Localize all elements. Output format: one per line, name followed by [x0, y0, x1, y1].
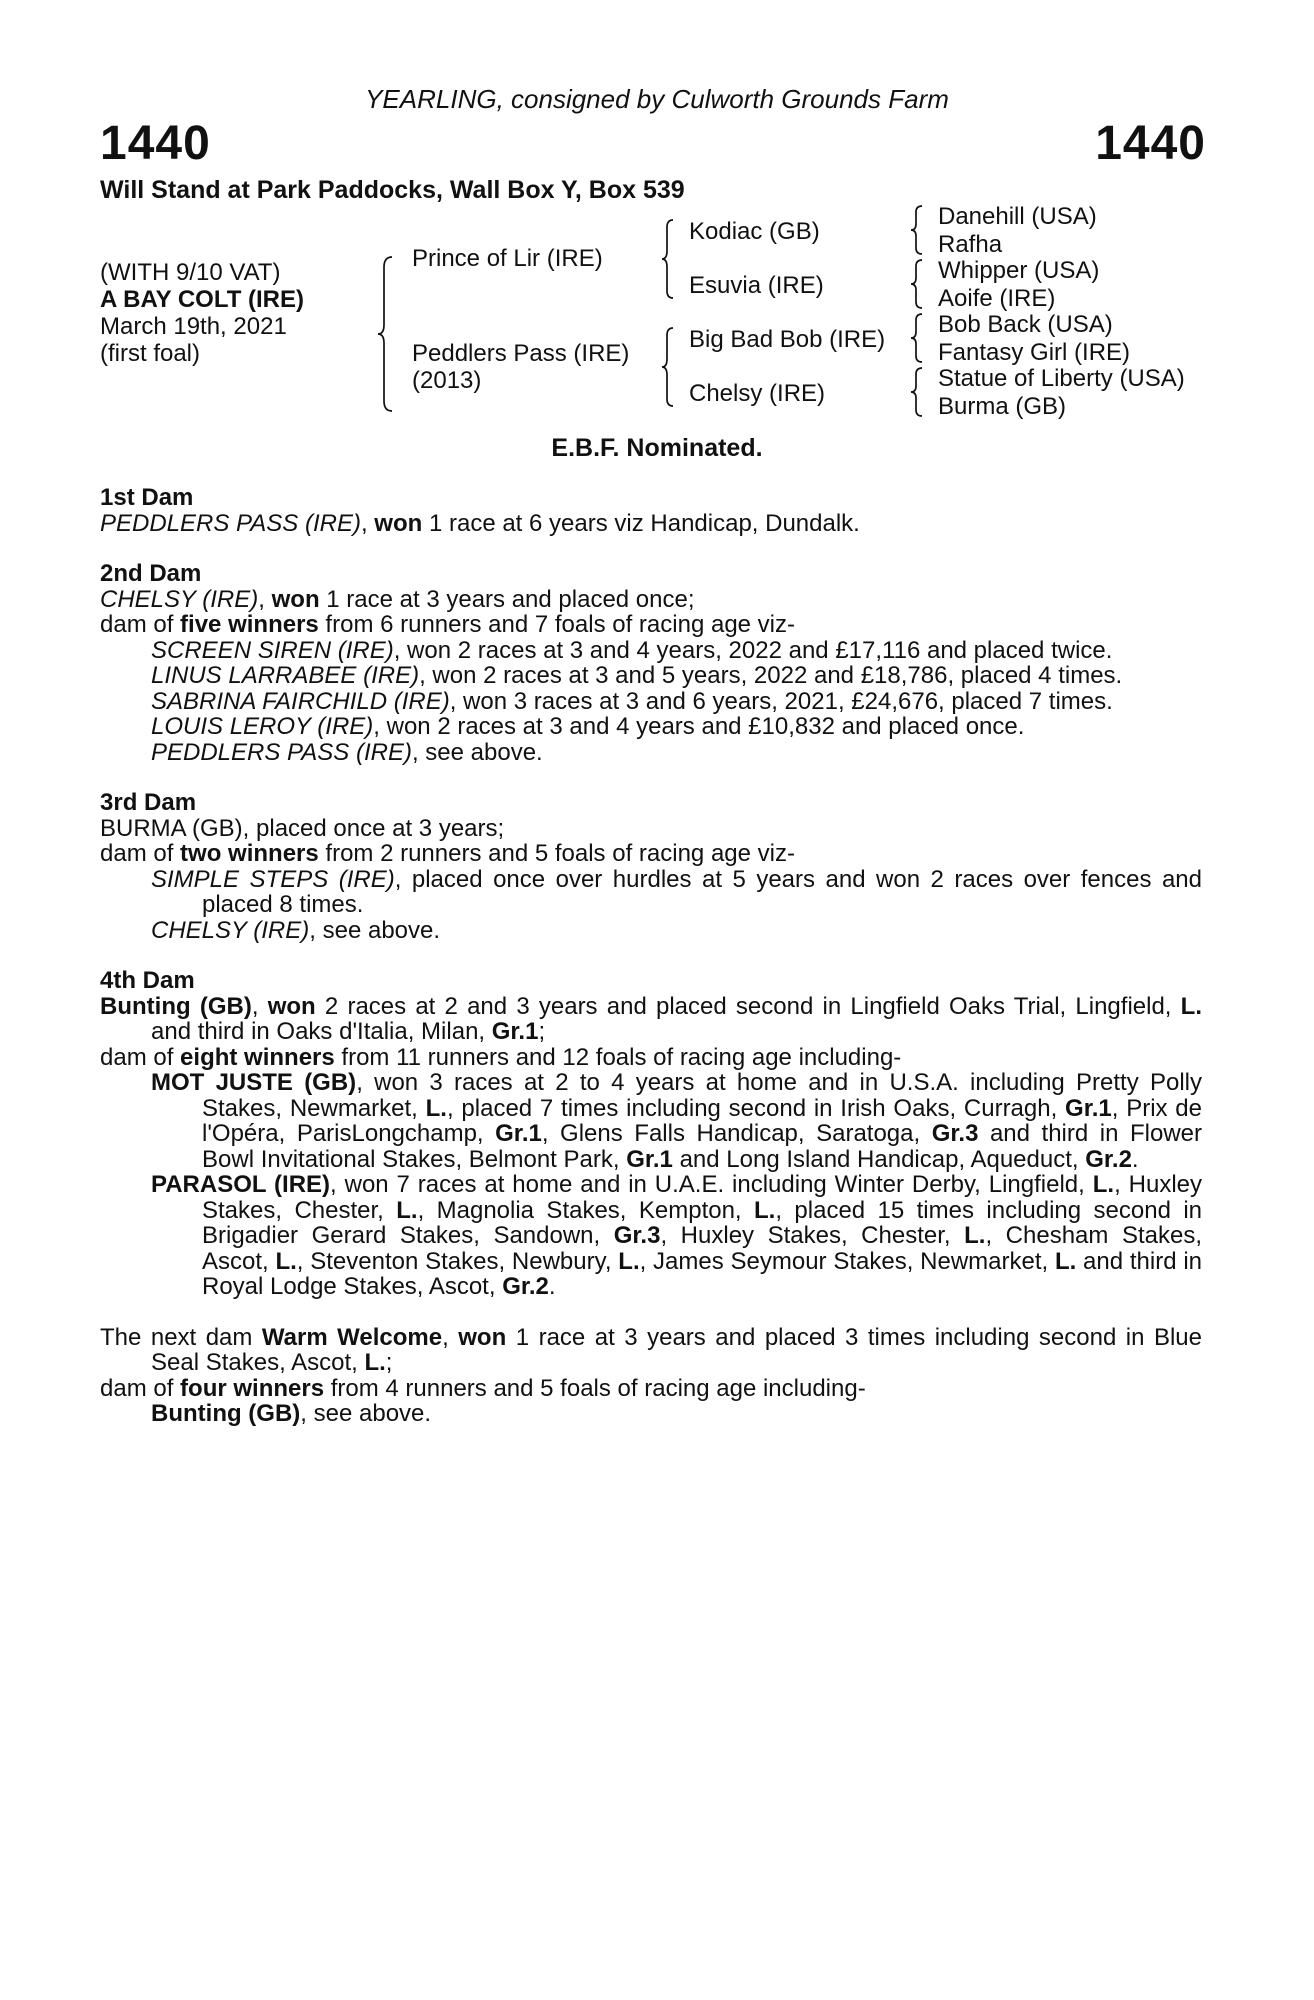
- ggp-aoife: Aoife (IRE): [938, 285, 1056, 312]
- offspring-line: PEDDLERS PASS (IRE), see above.: [151, 738, 543, 766]
- offspring-line: LINUS LARRABEE (IRE), won 2 races at 3 and 5 years, 2022 and £18,786, placed 4 times.: [151, 662, 1123, 689]
- offspring-line: SCREEN SIREN (IRE), won 2 races at 3 and 4 years, 2022 and £17,116 and placed twice.: [151, 636, 1113, 664]
- next-dam-produce: dam of four winners from 4 runners and 5 foals of racing age including-: [100, 1374, 866, 1402]
- third-dam-title: 3rd Dam: [100, 789, 197, 816]
- stand-location: Will Stand at Park Paddocks, Wall Box Y, Box 539: [100, 176, 685, 204]
- offspring-line: Bunting (GB), see above.: [151, 1400, 432, 1427]
- brace-g2: [909, 258, 925, 310]
- ggp-danehill: Danehill (USA): [938, 203, 1097, 230]
- lot-number-right: 1440: [1095, 117, 1206, 170]
- sire-dam: Esuvia (IRE): [689, 272, 824, 299]
- offspring-line: CHELSY (IRE), see above.: [151, 916, 441, 944]
- second-dam-title: 2nd Dam: [100, 560, 202, 587]
- second-dam-produce: dam of five winners from 6 runners and 7 foals of racing age viz-: [100, 611, 796, 638]
- fourth-dam-title: 4th Dam: [100, 967, 195, 994]
- second-dam-line: CHELSY (IRE), won 1 race at 3 years and placed once;: [100, 585, 695, 613]
- fourth-dam-line: Bunting (GB), won 2 races at 2 and 3 years and placed second in Lingfield Oaks Trial, Lingfield, L. and third in Oaks d'Italia, Milan, Gr.1;: [100, 992, 1202, 1045]
- brace-g1: [909, 204, 925, 256]
- offspring-line: LOUIS LEROY (IRE), won 2 races at 3 and 4 years and £10,832 and placed once.: [151, 713, 1025, 740]
- offspring-mot-juste: MOT JUSTE (GB), won 3 races at 2 to 4 years at home and in U.S.A. including Pretty Polly Stakes, Newmarket, L., placed 7 times including second in Irish Oaks, Curragh, Gr.1, Prix de l'Opéra, ParisLongchamp, Gr.1, Glens Falls Handicap, Saratoga, Gr.3 and third in Flower Bowl Invitational Stakes, Belmont Park, Gr.1 and Long Island Handicap, Aqueduct, Gr.2.: [151, 1069, 1203, 1173]
- foal-note: (first foal): [100, 340, 201, 367]
- catalogue-body: [100, 485, 1202, 1427]
- ggp-fantasy-girl: Fantasy Girl (IRE): [938, 339, 1131, 366]
- sire-sire: Kodiac (GB): [689, 218, 820, 245]
- foaling-date: March 19th, 2021: [100, 313, 287, 340]
- offspring-line: SIMPLE STEPS (IRE), placed once over hurdles at 5 years and won 2 races over fences and placed 8 times.: [151, 865, 1202, 918]
- dam-sire: Big Bad Bob (IRE): [689, 326, 886, 353]
- offspring-parasol: PARASOL (IRE), won 7 races at home and in U.A.E. including Winter Derby, Lingfield, L., Huxley Stakes, Chester, L., Magnolia Stakes, Kempton, L., placed 15 times including second in Brigadier Gerard Stakes, Sandown, Gr.3, Huxley Stakes, Chester, L., Chesham Stakes, Ascot, L., Steventon Stakes, Newbury, L., James Seymour Stakes, Newmarket, L. and third in Royal Lodge Stakes, Ascot, Gr.2.: [151, 1171, 1203, 1300]
- third-dam-line: BURMA (GB), placed once at 3 years;: [100, 814, 505, 842]
- ggp-whipper: Whipper (USA): [938, 257, 1100, 284]
- fourth-dam-produce: dam of eight winners from 11 runners and 12 foals of racing age including-: [100, 1043, 902, 1071]
- offspring-line: SABRINA FAIRCHILD (IRE), won 3 races at 3 and 6 years, 2021, £24,676, placed 7 times.: [151, 687, 1113, 715]
- first-dam-line: PEDDLERS PASS (IRE), won 1 race at 6 years viz Handicap, Dundalk.: [100, 509, 860, 537]
- brace-dam-parents: [660, 326, 676, 408]
- fourth-dam-section: [100, 968, 1202, 1300]
- brace-g4: [909, 366, 925, 418]
- dam-name: Peddlers Pass (IRE): [412, 340, 630, 367]
- ggp-bob-back: Bob Back (USA): [938, 311, 1113, 338]
- brace-g3: [909, 312, 925, 364]
- brace-parents: [376, 255, 396, 413]
- horse-name: A BAY COLT (IRE): [100, 286, 305, 313]
- ggp-burma: Burma (GB): [938, 393, 1067, 420]
- dam-dam: Chelsy (IRE): [689, 380, 826, 407]
- next-dam-section: [100, 1325, 1202, 1427]
- next-dam-line: The next dam Warm Welcome, won 1 race at 3 years and placed 3 times including second in Blue Seal Stakes, Ascot, L.;: [100, 1323, 1203, 1376]
- ebf-nominated: E.B.F. Nominated.: [551, 434, 763, 462]
- consignor-line: YEARLING, consigned by Culworth Grounds Farm: [365, 84, 949, 114]
- third-dam-produce: dam of two winners from 2 runners and 5 foals of racing age viz-: [100, 840, 795, 867]
- brace-sire-parents: [660, 218, 676, 300]
- dam-year: (2013): [412, 367, 482, 394]
- ggp-rafha: Rafha: [938, 231, 1003, 258]
- ggp-statue-of-liberty: Statue of Liberty (USA): [938, 365, 1185, 392]
- third-dam-section: [100, 790, 1202, 943]
- second-dam-section: [100, 561, 1202, 765]
- first-dam-title: 1st Dam: [100, 484, 194, 511]
- lot-number-left: 1440: [100, 117, 211, 170]
- vat-note: (WITH 9/10 VAT): [100, 259, 281, 286]
- sire-name: Prince of Lir (IRE): [412, 245, 603, 272]
- first-dam-section: [100, 485, 1202, 536]
